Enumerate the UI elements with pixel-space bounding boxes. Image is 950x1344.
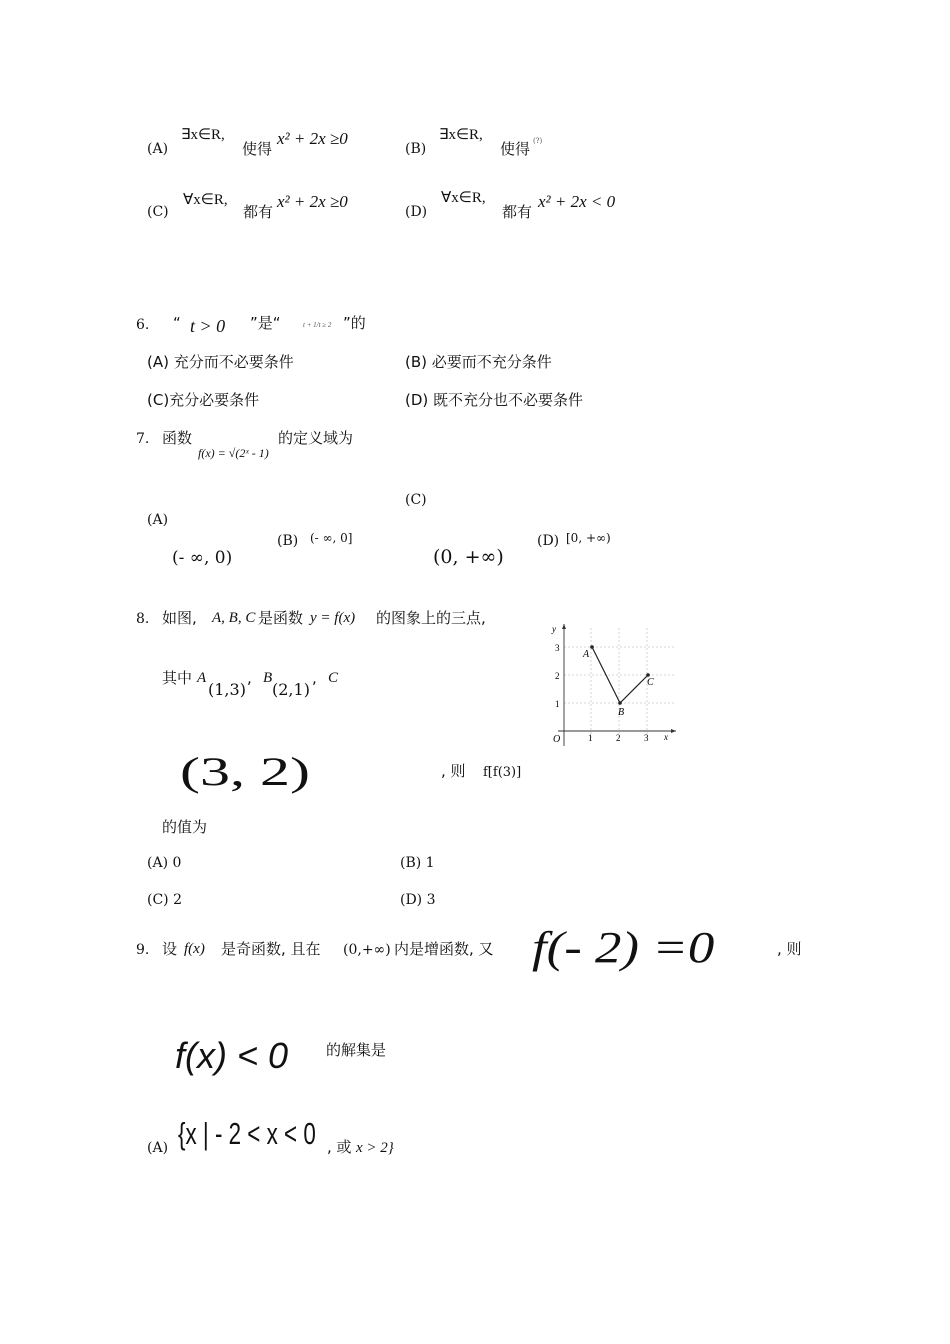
q7-number: 7. — [136, 431, 150, 447]
q5-option-a-text: 使得 — [242, 140, 273, 158]
q8-stem: 如图, — [162, 609, 197, 627]
q7-option-d-label: (D) — [537, 533, 560, 549]
q5-option-d-label: (D) — [405, 204, 428, 220]
q5-option-c-label: (C) — [147, 204, 169, 220]
q8-expression: f[f(3)] — [483, 765, 522, 780]
q8-option-d: (D) 3 — [400, 892, 436, 908]
graph-grid — [564, 628, 674, 738]
q8-stem-2: 是函数 — [258, 609, 304, 627]
q9-option-a-label: (A) — [147, 1140, 169, 1156]
q6-number: 6. — [136, 317, 150, 333]
q7-option-b-value: (- ∞, 0] — [310, 531, 353, 545]
q6-option-d: (D) 既不充分也不必要条件 — [405, 391, 584, 409]
q9-tail: 的解集是 — [326, 1041, 387, 1059]
q9-inequality: f(x) < 0 — [175, 1035, 289, 1076]
graph-origin-label: O — [553, 734, 561, 745]
q8-option-b: (B) 1 — [400, 855, 435, 871]
q7-option-d-value: [0, +∞) — [566, 531, 611, 545]
q9-interval: (0,+∞) — [343, 942, 391, 958]
q6-quote-mid: ”是“ — [250, 314, 281, 332]
graph-point-label-c: C — [647, 677, 654, 688]
q8-option-a: (A) 0 — [147, 855, 182, 871]
q9-then: , 则 — [777, 940, 802, 958]
q5-option-c-quantifier: ∀x∈R, — [183, 192, 228, 208]
q8-point-b-coord: (2,1) — [272, 680, 310, 699]
q9-stem-3: 内是增函数, 又 — [394, 940, 494, 958]
graph-point-label-b: B — [618, 707, 625, 718]
q7-function: f(x) = √(2ˣ - 1) — [198, 446, 269, 460]
q6-option-c: (C)充分必要条件 — [147, 391, 260, 409]
graph-series — [582, 645, 654, 718]
q7-stem-2: 的定义域为 — [278, 429, 354, 447]
q8-point-c-coord: (3, 2) — [180, 749, 310, 794]
q8-points: A, B, C — [212, 610, 256, 626]
graph-x-arrow — [671, 729, 676, 733]
q8-option-c: (C) 2 — [147, 892, 182, 908]
graph-point-b — [618, 701, 622, 705]
q5-option-d-text: 都有 — [502, 203, 533, 221]
graph-y-label: y — [552, 624, 556, 634]
q8-function: y = f(x) — [310, 610, 356, 626]
graph-x-tick-1: 1 — [588, 733, 593, 743]
q8-point-b: B — [263, 670, 273, 686]
graph-point-a — [590, 645, 594, 649]
q8-stem-3: 的图象上的三点, — [376, 609, 486, 627]
q9-option-a-or: , 或 — [327, 1138, 352, 1156]
q5-option-a-quantifier: ∃x∈R, — [181, 127, 225, 143]
q8-tail: 的值为 — [162, 818, 208, 836]
q7-option-a-label: (A) — [147, 512, 169, 528]
q7-stem: 函数 — [162, 429, 193, 447]
q8-comma-2: , — [312, 669, 317, 687]
q6-option-a: (A) 充分而不必要条件 — [147, 353, 294, 371]
graph-y-tick-3: 3 — [555, 643, 560, 653]
q8-point-a: A — [197, 670, 207, 686]
q6-condition: t > 0 — [190, 316, 226, 336]
q9-function: f(x) — [184, 941, 205, 957]
q9-number: 9. — [136, 942, 150, 958]
q5-option-a-expr: x² + 2x ≥0 — [277, 129, 348, 148]
q5-option-b-quantifier: ∃x∈R, — [439, 127, 483, 143]
q5-option-d-expr: x² + 2x < 0 — [538, 192, 616, 211]
q7-option-c-label: (C) — [405, 492, 427, 508]
q9-option-a-set: {x | - 2 < x < 0 — [178, 1116, 316, 1151]
q7-option-c-value: (0, +∞) — [433, 546, 504, 568]
q5-option-b-text: 使得 — [500, 140, 531, 158]
q7-option-a-value: (- ∞, 0) — [172, 548, 233, 568]
q8-point-c: C — [328, 670, 339, 686]
q8-graph — [536, 618, 686, 753]
graph-y-arrow — [562, 624, 566, 629]
q8-point-a-coord: (1,3) — [208, 680, 246, 699]
q9-condition: f(- 2) =0 — [532, 923, 715, 972]
graph-x-label: x — [664, 732, 668, 742]
q9-stem-2: 是奇函数, 且在 — [221, 940, 321, 958]
q8-comma-1: , — [247, 669, 252, 687]
graph-x-tick-2: 2 — [616, 733, 621, 743]
graph-y-tick-1: 1 — [555, 699, 560, 709]
graph-x-tick-3: 3 — [644, 733, 649, 743]
q6-condition-2: t + 1/t ≥ 2 — [303, 321, 332, 329]
q9-option-a-end: x > 2} — [356, 1140, 394, 1156]
q8-then: , 则 — [441, 762, 466, 780]
q5-option-c-text: 都有 — [243, 203, 274, 221]
q8-line2-prefix: 其中 — [162, 669, 193, 687]
q6-quote-close: ”的 — [343, 314, 366, 332]
q6-quote-open: “ — [173, 314, 181, 332]
q5-option-b-label: (B) — [405, 141, 427, 157]
q5-option-c-expr: x² + 2x ≥0 — [277, 192, 348, 211]
graph-y-tick-2: 2 — [555, 671, 560, 681]
q9-stem: 设 — [162, 940, 178, 958]
q7-option-b-label: (B) — [277, 533, 299, 549]
q8-number: 8. — [136, 611, 150, 627]
q5-option-b-expr: (?) — [533, 137, 543, 145]
q5-option-a-label: (A) — [147, 141, 169, 157]
q6-option-b: (B) 必要而不充分条件 — [405, 353, 552, 371]
q5-option-d-quantifier: ∀x∈R, — [441, 190, 486, 206]
graph-point-label-a: A — [583, 649, 590, 660]
